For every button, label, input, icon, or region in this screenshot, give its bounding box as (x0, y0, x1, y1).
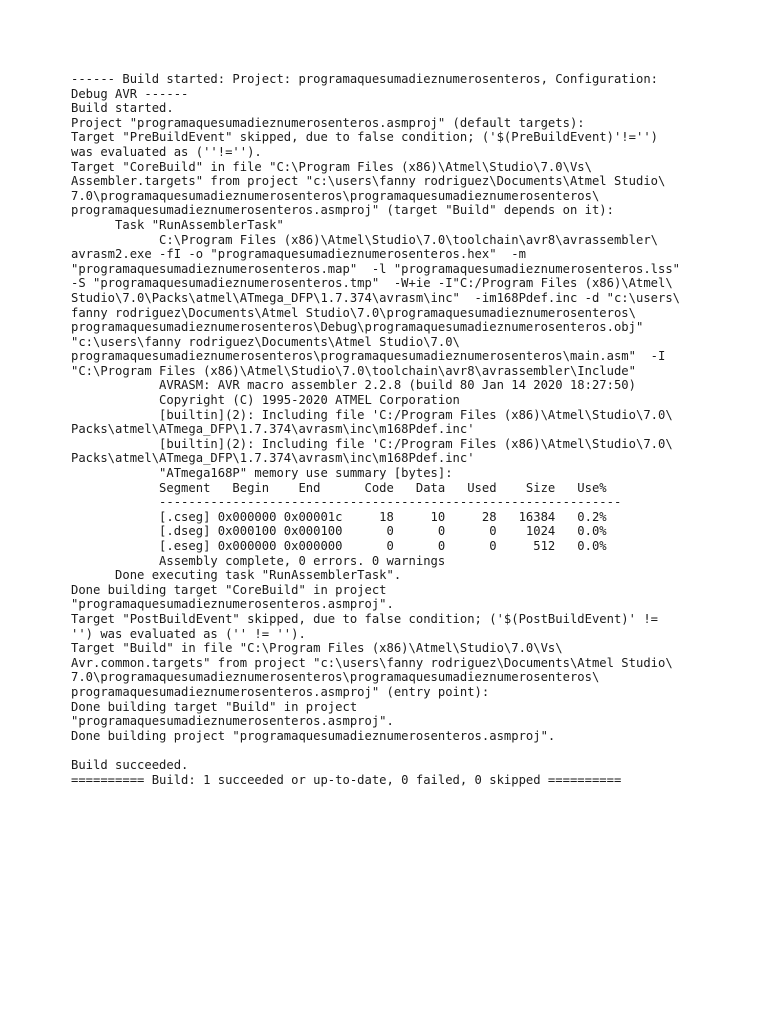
log-line: ------ Build started: Project: programaquesumadieznumerosenteros, Configuration: (71, 72, 658, 86)
log-line: "programaquesumadieznumerosenteros.map" -l "programaquesumadieznumerosenteros.lss" (71, 261, 681, 276)
log-line: fanny rodriguez\Documents\Atmel Studio\7.0\programaquesumadieznumerosenteros\ (71, 305, 636, 320)
blank-line (71, 743, 761, 758)
log-line: Task "RunAssemblerTask" (71, 217, 284, 232)
log-line: Studio\7.0\Packs\atmel\ATmega_DFP\1.7.374\avrasm\inc" -im168Pdef.inc -d "c:\users\ (71, 290, 681, 305)
log-line: programaquesumadieznumerosenteros.asmproj" (target "Build" depends on it): (71, 203, 614, 218)
log-line: [.eseg] 0x000000 0x000000 0 0 0 512 0.0% (71, 539, 607, 553)
log-line: Avr.common.targets" from project "c:\users\fanny rodriguez\Documents\Atmel Studio\ (71, 655, 673, 670)
log-line: programaquesumadieznumerosenteros\Debug\programaquesumadieznumerosenteros.obj" (71, 320, 644, 335)
log-line: [.cseg] 0x000000 0x00001c 18 10 28 16384 0.2% (71, 509, 607, 524)
log-line: --------------------------------------------------------------- (71, 495, 622, 510)
log-line: Copyright (C) 1995-2020 ATMEL Corporation (71, 393, 460, 408)
log-line: Debug AVR ------ (71, 86, 189, 101)
log-line: AVRASM: AVR macro assembler 2.2.8 (build 80 Jan 14 2020 18:27:50) (71, 378, 636, 393)
log-line: "ATmega168P" memory use summary [bytes]: (71, 466, 453, 481)
log-line: Done building target "Build" in project (71, 699, 358, 714)
log-line: Target "PreBuildEvent" skipped, due to false condition; ('$(PreBuildEvent)'!='') (71, 130, 658, 145)
build-result-line: Build succeeded. (71, 757, 189, 772)
log-line: Assembler.targets" from project "c:\users\fanny rodriguez\Documents\Atmel Studio\ (71, 174, 666, 189)
log-line: -S "programaquesumadieznumerosenteros.tmp" -W+ie -I"C:/Program Files (x86)\Atmel\ (71, 276, 673, 291)
log-line: "programaquesumadieznumerosenteros.asmproj". (71, 714, 394, 729)
log-line: Packs\atmel\ATmega_DFP\1.7.374\avrasm\inc\m168Pdef.inc' (71, 422, 475, 437)
log-line: [.dseg] 0x000100 0x000100 0 0 0 1024 0.0% (71, 524, 607, 539)
log-line: Assembly complete, 0 errors. 0 warnings (71, 553, 446, 568)
log-line: "programaquesumadieznumerosenteros.asmproj". (71, 597, 394, 612)
build-output-log (71, 72, 761, 787)
log-line: "c:\users\fanny rodriguez\Documents\Atmel Studio\7.0\ (71, 334, 460, 349)
build-summary-line: ========== Build: 1 succeeded or up-to-date, 0 failed, 0 skipped ========== (71, 772, 622, 787)
log-line: Target "PostBuildEvent" skipped, due to false condition; ('$(PostBuildEvent)' != (71, 611, 658, 626)
log-line: Done executing task "RunAssemblerTask". (71, 568, 402, 583)
log-line: avrasm2.exe -fI -o "programaquesumadieznumerosenteros.hex" -m (71, 247, 526, 262)
log-line: Done building target "CoreBuild" in project (71, 582, 387, 597)
log-line: Done building project "programaquesumadieznumerosenteros.asmproj". (71, 728, 556, 743)
log-line: was evaluated as (''!=''). (71, 144, 262, 159)
log-line: Packs\atmel\ATmega_DFP\1.7.374\avrasm\inc\m168Pdef.inc' (71, 451, 475, 466)
log-line: "C:\Program Files (x86)\Atmel\Studio\7.0\toolchain\avr8\avrassembler\Include" (71, 363, 636, 378)
log-line: Target "CoreBuild" in file "C:\Program Files (x86)\Atmel\Studio\7.0\Vs\ (71, 159, 592, 174)
log-line: Build started. (71, 101, 174, 116)
log-line: programaquesumadieznumerosenteros.asmproj" (entry point): (71, 684, 490, 699)
log-line: [builtin](2): Including file 'C:/Program Files (x86)\Atmel\Studio\7.0\ (71, 436, 673, 451)
log-line: programaquesumadieznumerosenteros\programaquesumadieznumerosenteros\main.asm" -I (71, 349, 666, 364)
log-line: 7.0\programaquesumadieznumerosenteros\programaquesumadieznumerosenteros\ (71, 188, 600, 203)
log-line: Project "programaquesumadieznumerosenteros.asmproj" (default targets): (71, 115, 585, 130)
log-line: '') was evaluated as ('' != ''). (71, 626, 306, 641)
log-line: Target "Build" in file "C:\Program Files (x86)\Atmel\Studio\7.0\Vs\ (71, 641, 563, 656)
log-line: Segment Begin End Code Data Used Size Use% (71, 480, 607, 495)
log-line: C:\Program Files (x86)\Atmel\Studio\7.0\toolchain\avr8\avrassembler\ (71, 232, 658, 247)
log-line: 7.0\programaquesumadieznumerosenteros\programaquesumadieznumerosenteros\ (71, 670, 600, 685)
log-line: [builtin](2): Including file 'C:/Program Files (x86)\Atmel\Studio\7.0\ (71, 407, 673, 422)
